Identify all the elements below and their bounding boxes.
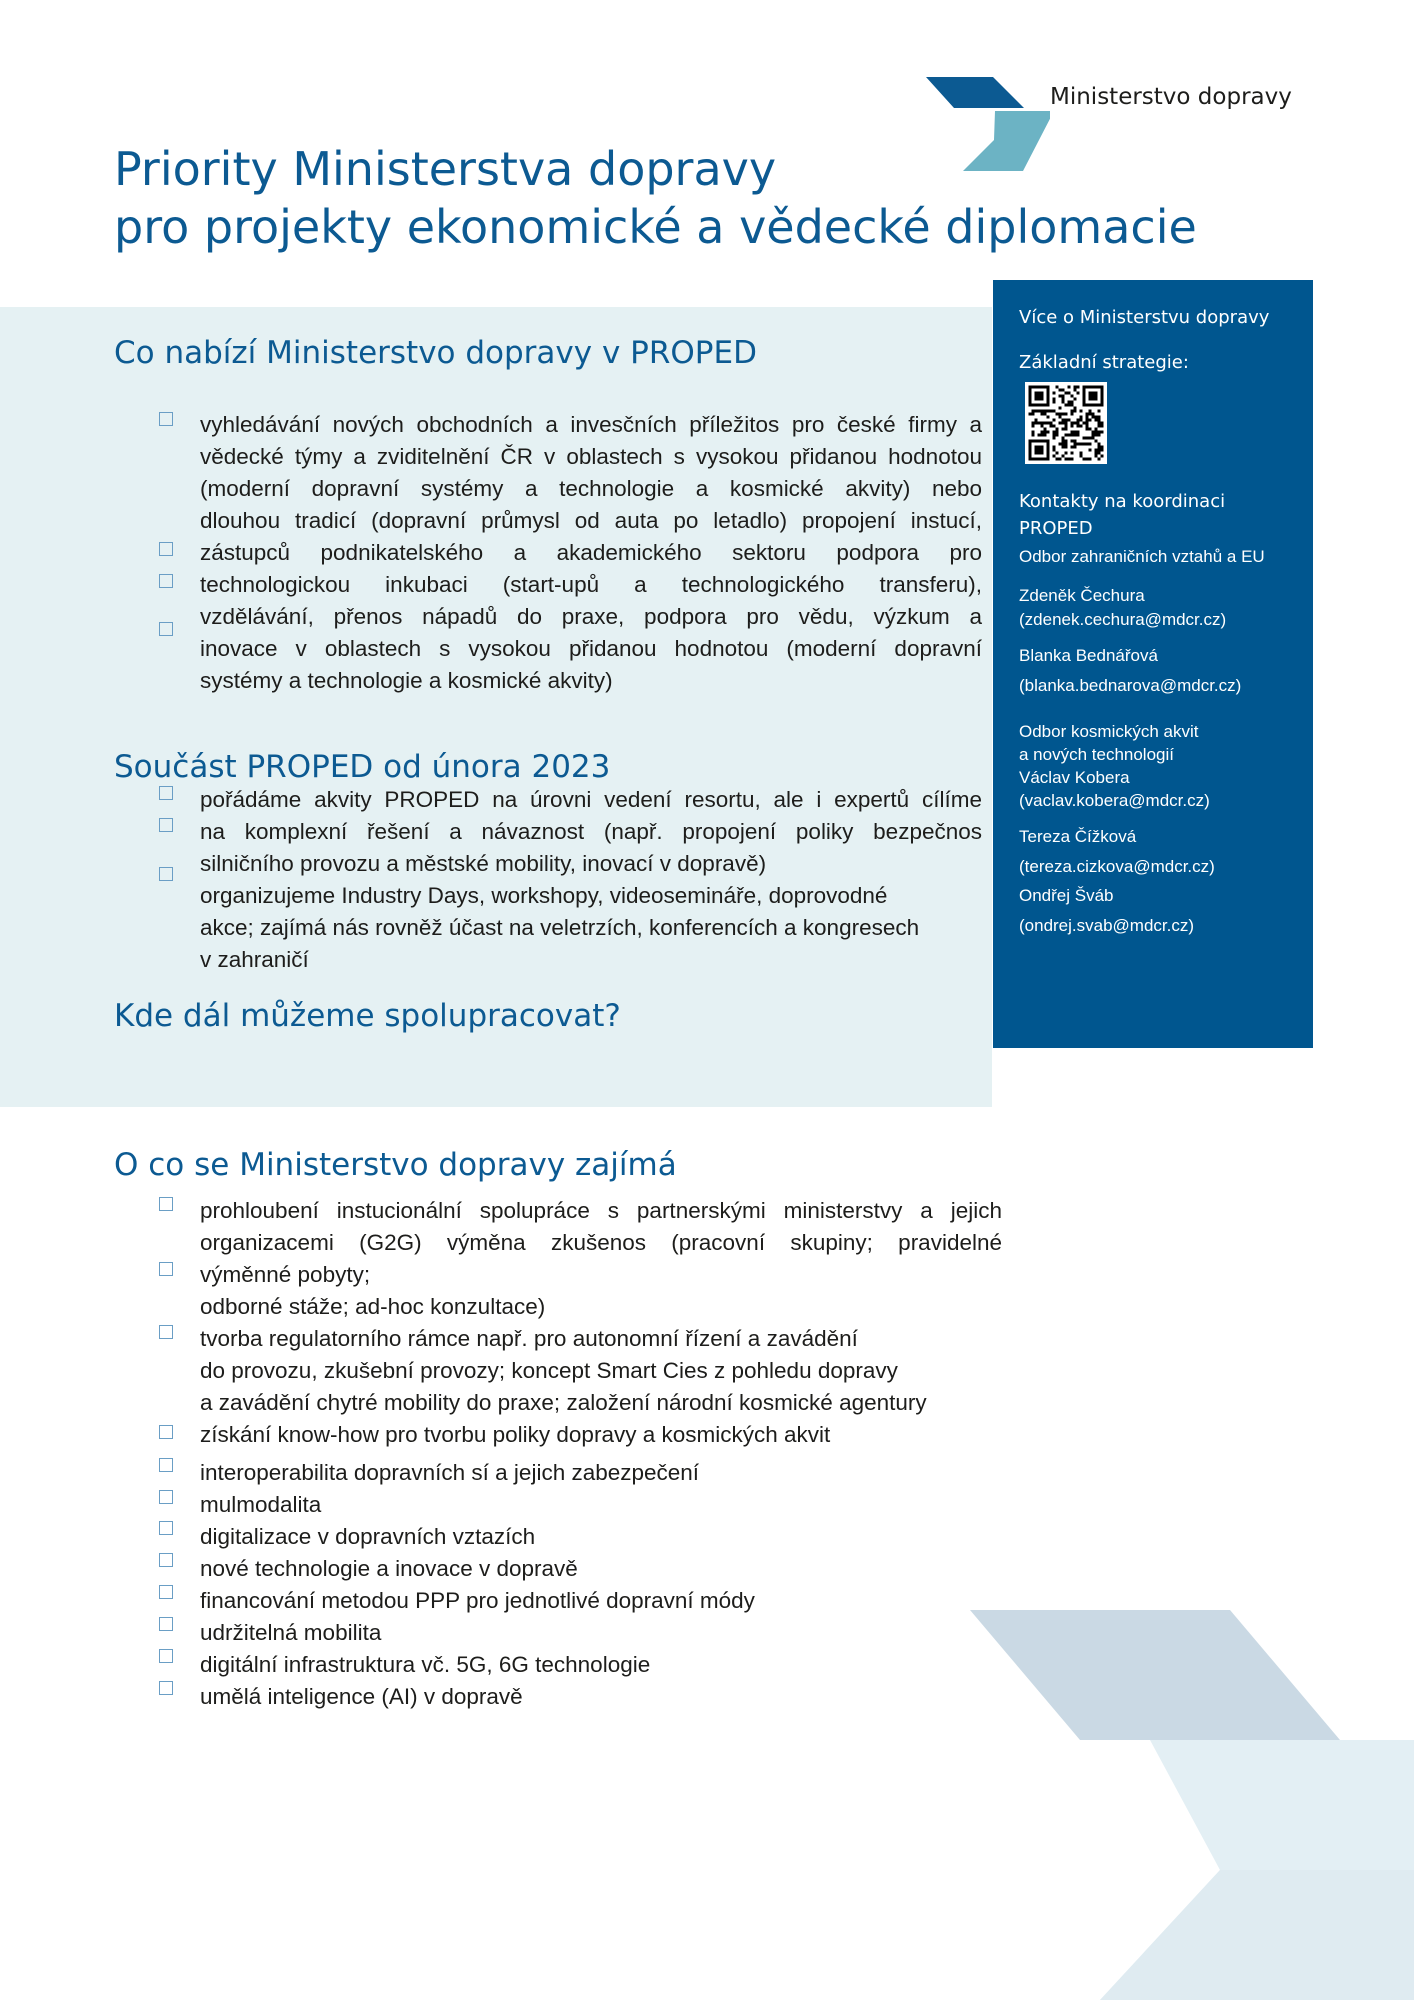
more-about-link[interactable]: Více o Ministerstvu dopravy (1019, 307, 1270, 328)
checkbox-icon (159, 1490, 173, 1504)
contact-sidebar (993, 280, 1313, 1048)
checkbox-icon (159, 412, 173, 426)
section4-text-topics (200, 1457, 755, 1713)
text-line: systémy a technologie a kosmické akvity) (200, 668, 613, 693)
strategy-label: Základní strategie: (1019, 352, 1189, 373)
department-space-activities-line-2: a nových technologií (1019, 745, 1174, 764)
contact-name: Zdeněk Čechura (1019, 586, 1145, 605)
text-line: vzdělávání, přenos nápadů do praxe, podpora pro vědu, výzkum a (200, 604, 982, 629)
text-line: vědecké týmy a zviditelnění ČR v oblastech s vysokou přidanou hodnotou (200, 444, 982, 469)
text-line: inovace v oblastech s vysokou přidanou hodnotou (moderní dopravní (200, 636, 982, 661)
text-line: a zavádění chytré mobility do praxe; založení národní kosmické agentury (200, 1390, 927, 1415)
text-line: výměnné pobyty; (200, 1262, 371, 1287)
text-line: mulmodalita (200, 1492, 322, 1517)
text-line: vyhledávání nových obchodních a invesčních příležitos pro české firmy a (200, 412, 982, 437)
page-title (114, 140, 1197, 256)
text-line: organizacemi (G2G) výměna zkušenos (pracovní skupiny; pravidelné (200, 1230, 1002, 1255)
checkbox-icon (159, 1325, 173, 1339)
section1-text (200, 409, 982, 697)
text-line: financování metodou PPP pro jednotlivé dopravní módy (200, 1588, 755, 1613)
text-line: digitální infrastruktura vč. 5G, 6G technologie (200, 1652, 651, 1677)
checkbox-icon (159, 1425, 173, 1439)
contact-email[interactable]: (blanka.bednarova@mdcr.cz) (1019, 676, 1242, 695)
text-line: interoperabilita dopravních sí a jejich zabezpečení (200, 1460, 700, 1485)
text-line: umělá inteligence (AI) v dopravě (200, 1684, 523, 1709)
logo-text: Ministerstvo dopravy (1050, 84, 1292, 110)
text-line: do provozu, zkušební provozy; koncept Smart Cies z pohledu dopravy (200, 1358, 898, 1383)
text-line: nové technologie a inovace v dopravě (200, 1556, 578, 1581)
checkbox-icon (159, 867, 173, 881)
checkbox-icon (159, 622, 173, 636)
contact-email[interactable]: (ondrej.svab@mdcr.cz) (1019, 916, 1195, 935)
text-line: získání know-how pro tvorbu poliky dopravy a kosmických akvit (200, 1422, 831, 1447)
page-title-line-1: Priority Ministerstva dopravy (114, 142, 777, 196)
checkbox-icon (159, 1617, 173, 1631)
contact-name: Tereza Čížková (1019, 827, 1137, 846)
contact-email[interactable]: (zdenek.cechura@mdcr.cz) (1019, 610, 1227, 629)
section2-text-events (200, 880, 919, 976)
contact-email[interactable]: (vaclav.kobera@mdcr.cz) (1019, 791, 1210, 810)
section-heading-proped-since: Součást PROPED od února 2023 (114, 749, 611, 785)
text-line: odborné stáže; ad-hoc konzultace) (200, 1294, 546, 1319)
contact-name: Ondřej Šváb (1019, 886, 1114, 905)
checkbox-icon (159, 1458, 173, 1472)
text-line: udržitelná mobilita (200, 1620, 382, 1645)
contact-email[interactable]: (tereza.cizkova@mdcr.cz) (1019, 857, 1215, 876)
department-foreign-relations: Odbor zahraničních vztahů a EU (1019, 547, 1265, 566)
checkbox-icon (159, 1585, 173, 1599)
department-space-activities-line-1: Odbor kosmických akvit (1019, 722, 1199, 741)
checkbox-icon (159, 574, 173, 588)
text-line: zástupců podnikatelského a akademického sektoru podpora pro (200, 540, 982, 565)
text-line: silničního provozu a městské mobility, inovací v dopravě) (200, 851, 767, 876)
text-line: (moderní dopravní systémy a technologie a kosmické akvity) nebo (200, 476, 982, 501)
text-line: dlouhou tradicí (dopravní průmysl od auta po letadlo) propojení instucí, (200, 508, 982, 533)
checkbox-icon (159, 1521, 173, 1535)
qr-code-icon[interactable] (1025, 382, 1107, 464)
checkbox-icon (159, 1681, 173, 1695)
contacts-heading-line-2: PROPED (1019, 518, 1093, 539)
qr-code-graphic (1025, 382, 1107, 464)
checkbox-icon (159, 818, 173, 832)
checkbox-icon (159, 1197, 173, 1211)
section4-text-list (200, 1291, 927, 1451)
text-line: na komplexní řešení a návaznost (např. propojení poliky bezpečnos (200, 819, 982, 844)
checkbox-icon (159, 542, 173, 556)
checkbox-icon (159, 1553, 173, 1567)
contact-name: Václav Kobera (1019, 768, 1130, 787)
text-line: tvorba regulatorního rámce např. pro autonomní řízení a zavádění (200, 1326, 858, 1351)
text-line: organizujeme Industry Days, workshopy, videosemináře, doprovodné (200, 883, 888, 908)
section4-text-cooperation (200, 1195, 1002, 1291)
checkbox-icon (159, 786, 173, 800)
contacts-heading-line-1: Kontakty na koordinaci (1019, 491, 1226, 512)
text-line: technologickou inkubaci (start-upů a technologického transferu), (200, 572, 982, 597)
decorative-chevron-graphic (970, 1600, 1414, 2000)
contact-name: Blanka Bednářová (1019, 646, 1158, 665)
text-line: v zahraničí (200, 947, 309, 972)
text-line: pořádáme akvity PROPED na úrovni vedení resortu, ale i expertů cílíme (200, 787, 982, 812)
text-line: akce; zajímá nás rovněž účast na veletrzích, konferencích a kongresech (200, 915, 920, 940)
text-line: digitalizace v dopravních vztazích (200, 1524, 536, 1549)
checkbox-icon (159, 1649, 173, 1663)
checkbox-icon (159, 1262, 173, 1276)
page-title-line-2: pro projekty ekonomické a vědecké diplomacie (114, 200, 1197, 254)
text-line: prohloubení instucionální spolupráce s partnerskými ministerstvy a jejich (200, 1198, 1002, 1223)
section2-text (200, 784, 982, 880)
section-heading-offers: Co nabízí Ministerstvo dopravy v PROPED (114, 335, 757, 371)
section-heading-cooperation: Kde dál můžeme spolupracovat? (114, 998, 621, 1034)
section-heading-interests: O co se Ministerstvo dopravy zajímá (114, 1147, 677, 1183)
